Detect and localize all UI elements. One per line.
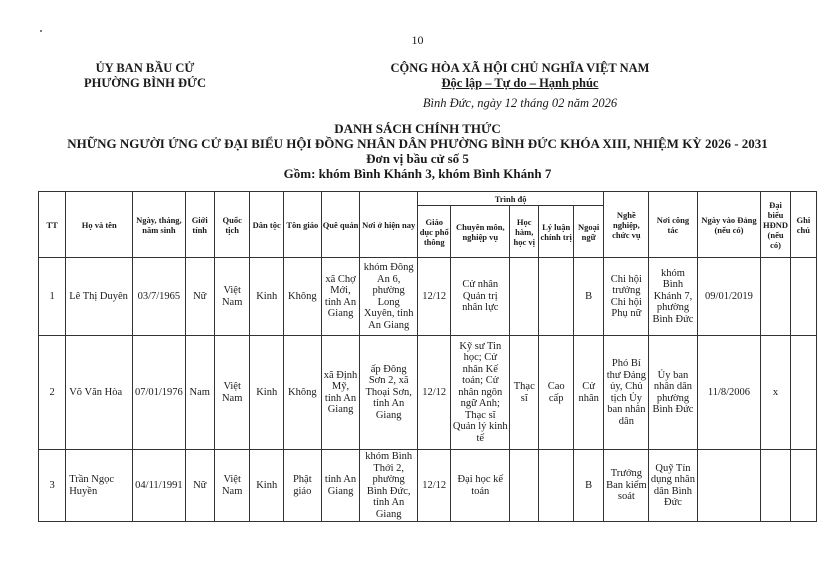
table-row xyxy=(39,258,817,336)
committee-header xyxy=(70,61,220,91)
header-workplace: Nơi công tác xyxy=(649,192,697,258)
nation-title: CỘNG HÒA XÃ HỘI CHỦ NGHĨA VIỆT NAM xyxy=(390,61,650,75)
table-row xyxy=(39,450,817,522)
cell-ethnicity: Kinh xyxy=(250,336,284,450)
cell-residence: khóm Bình Thới 2, phường Bình Đức, tỉnh An Giang xyxy=(360,450,418,522)
cell-delegate xyxy=(761,258,790,336)
cell-nationality: Việt Nam xyxy=(214,336,250,450)
cell-language: B xyxy=(573,450,603,522)
document-title: DANH SÁCH CHÍNH THỨC xyxy=(334,121,501,136)
cell-note xyxy=(790,336,816,450)
cell-tt: 1 xyxy=(39,258,66,336)
cell-delegate xyxy=(761,450,790,522)
cell-party-date: 11/8/2006 xyxy=(697,336,761,450)
cell-gender: Nam xyxy=(185,336,214,450)
header-occupation: Nghề nghiệp, chức vụ xyxy=(604,192,649,258)
cell-hometown: tỉnh An Giang xyxy=(321,450,360,522)
cell-party-date xyxy=(697,450,761,522)
includes-line: Gồm: khóm Bình Khánh 3, khóm Bình Khánh 7 xyxy=(283,166,552,181)
header-professional: Chuyên môn, nghiệp vụ xyxy=(451,206,510,258)
cell-occupation: Trưởng Ban kiểm soát xyxy=(604,450,649,522)
cell-general-edu: 12/12 xyxy=(417,450,451,522)
header-general-edu: Giáo dục phổ thông xyxy=(417,206,451,258)
cell-workplace: Ủy ban nhân dân phường Bình Đức xyxy=(649,336,697,450)
cell-gender: Nữ xyxy=(185,450,214,522)
header-dob: Ngày, tháng, năm sinh xyxy=(133,192,185,258)
header-political: Lý luận chính trị xyxy=(539,206,574,258)
motto: Độc lập – Tự do – Hạnh phúc xyxy=(441,76,599,90)
cell-nationality: Việt Nam xyxy=(214,258,250,336)
national-header xyxy=(360,61,680,91)
cell-language: Cử nhân xyxy=(573,336,603,450)
document-titles xyxy=(0,121,835,181)
cell-language: B xyxy=(573,258,603,336)
cell-gender: Nữ xyxy=(185,258,214,336)
header-name: Họ và tên xyxy=(66,192,133,258)
cell-professional: Đại học kế toán xyxy=(451,450,510,522)
cell-workplace: Quỹ Tín dụng nhân dân Bình Đức xyxy=(649,450,697,522)
cell-ethnicity: Kinh xyxy=(250,258,284,336)
cell-party-date: 09/01/2019 xyxy=(697,258,761,336)
cell-professional: Cử nhân Quản trị nhân lực xyxy=(451,258,510,336)
cell-name: Trần Ngọc Huyền xyxy=(66,450,133,522)
header-party-date: Ngày vào Đảng (nếu có) xyxy=(697,192,761,258)
cell-ethnicity: Kinh xyxy=(250,450,284,522)
header-gender: Giới tính xyxy=(185,192,214,258)
scan-speck xyxy=(40,30,42,32)
table-row xyxy=(39,336,817,450)
cell-professional: Kỹ sư Tin học; Cử nhân Kế toán; Cử nhân ngôn ngữ Anh; Thạc sĩ Quản lý kinh tế xyxy=(451,336,510,450)
header-academic: Học hàm, học vị xyxy=(510,206,539,258)
cell-hometown: xã Định Mỹ, tỉnh An Giang xyxy=(321,336,360,450)
cell-dob: 07/01/1976 xyxy=(133,336,185,450)
cell-academic xyxy=(510,450,539,522)
cell-religion: Không xyxy=(283,336,321,450)
cell-tt: 2 xyxy=(39,336,66,450)
cell-general-edu: 12/12 xyxy=(417,258,451,336)
cell-academic: Thạc sĩ xyxy=(510,336,539,450)
cell-residence: ấp Đông Sơn 2, xã Thoại Sơn, tỉnh An Giang xyxy=(360,336,418,450)
cell-occupation: Phó Bí thư Đảng ủy, Chủ tịch Ủy ban nhân dân xyxy=(604,336,649,450)
header-qualifications: Trình độ xyxy=(417,192,603,206)
cell-note xyxy=(790,258,816,336)
header-language: Ngoại ngữ xyxy=(573,206,603,258)
cell-religion: Không xyxy=(283,258,321,336)
cell-general-edu: 12/12 xyxy=(417,336,451,450)
cell-academic xyxy=(510,258,539,336)
cell-name: Lê Thị Duyên xyxy=(66,258,133,336)
committee-line-1: ỦY BAN BẦU CỬ xyxy=(95,61,195,75)
header-nationality: Quốc tịch xyxy=(214,192,250,258)
document-subtitle: NHỮNG NGƯỜI ỨNG CỬ ĐẠI BIỂU HỘI ĐỒNG NHÂN DÂN PHƯỜNG BÌNH ĐỨC KHÓA XIII, NHIỆM KỲ 2026 - 2031 xyxy=(67,136,768,151)
header-note: Ghi chú xyxy=(790,192,816,258)
unit-line: Đơn vị bầu cử số 5 xyxy=(366,151,469,166)
page-number: 10 xyxy=(411,33,424,47)
cell-note xyxy=(790,450,816,522)
cell-tt: 3 xyxy=(39,450,66,522)
cell-dob: 04/11/1991 xyxy=(133,450,185,522)
cell-hometown: xã Chợ Mới, tỉnh An Giang xyxy=(321,258,360,336)
header-religion: Tôn giáo xyxy=(283,192,321,258)
date-line: Bình Đức, ngày 12 tháng 02 năm 2026 xyxy=(422,96,618,110)
cell-political: Cao cấp xyxy=(539,336,574,450)
cell-workplace: khóm Bình Khánh 7, phường Bình Đức xyxy=(649,258,697,336)
cell-delegate: x xyxy=(761,336,790,450)
header-tt: TT xyxy=(39,192,66,258)
cell-nationality: Việt Nam xyxy=(214,450,250,522)
candidate-table xyxy=(38,191,817,522)
header-delegate: Đại biểu HĐND (nếu có) xyxy=(761,192,790,258)
cell-residence: khóm Đông An 6, phường Long Xuyên, tỉnh An Giang xyxy=(360,258,418,336)
header-ethnicity: Dân tộc xyxy=(250,192,284,258)
committee-line-2: PHƯỜNG BÌNH ĐỨC xyxy=(84,76,206,90)
header-residence: Nơi ở hiện nay xyxy=(360,192,418,258)
cell-religion: Phật giáo xyxy=(283,450,321,522)
cell-political xyxy=(539,258,574,336)
header-hometown: Quê quán xyxy=(321,192,360,258)
cell-name: Võ Văn Hòa xyxy=(66,336,133,450)
cell-political xyxy=(539,450,574,522)
cell-occupation: Chi hội trưởng Chi hội Phụ nữ xyxy=(604,258,649,336)
cell-dob: 03/7/1965 xyxy=(133,258,185,336)
